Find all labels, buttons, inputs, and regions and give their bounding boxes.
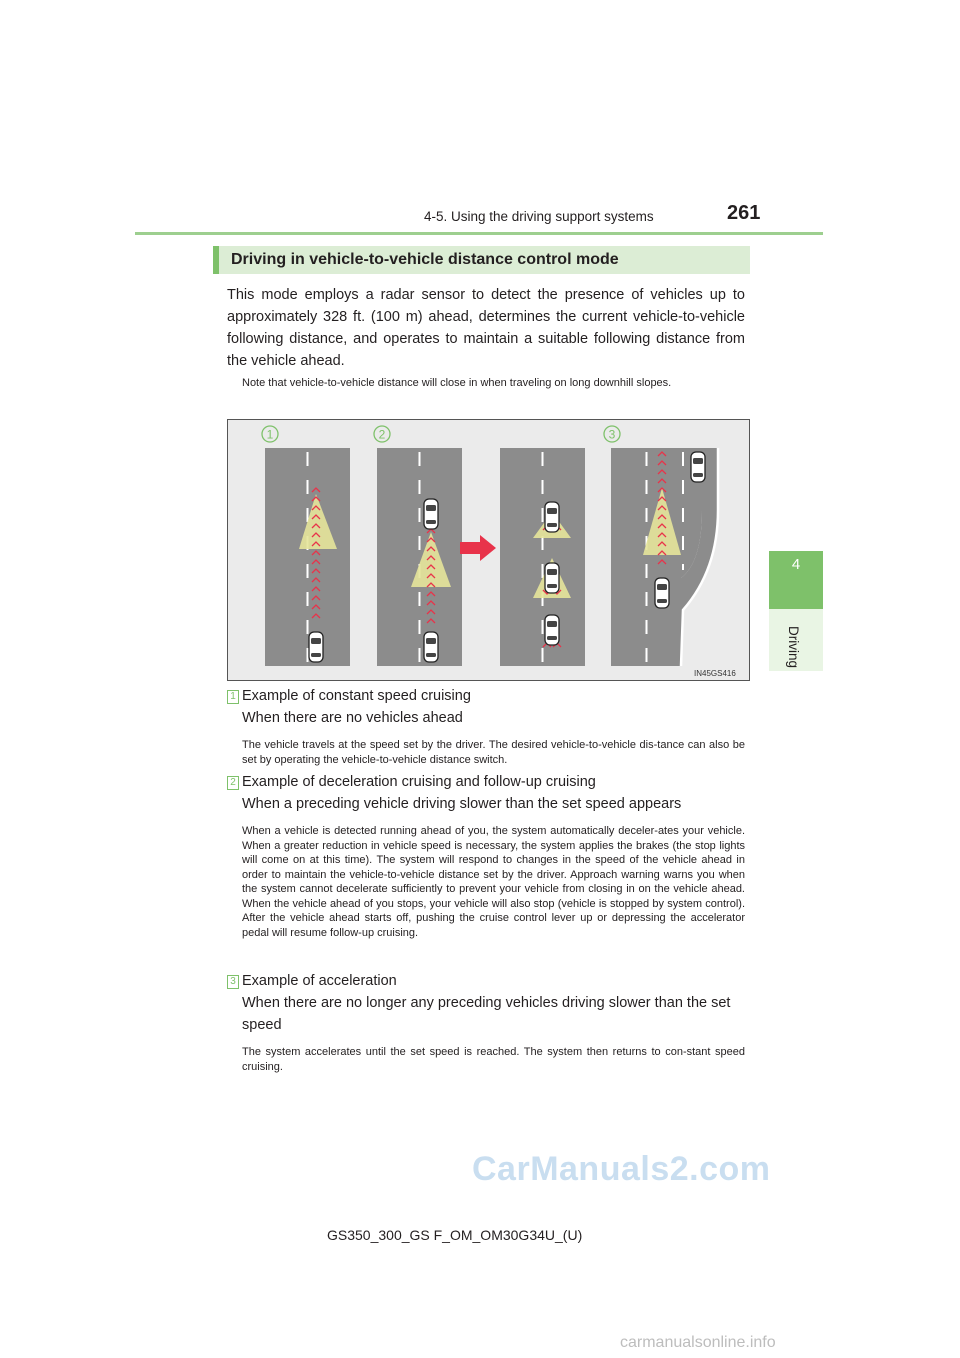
svg-text:3: 3 bbox=[608, 427, 616, 442]
item-1-subtitle: When there are no vehicles ahead bbox=[242, 710, 463, 726]
road-3 bbox=[500, 448, 585, 666]
item-3-title: Example of acceleration bbox=[242, 973, 397, 989]
page-number: 261 bbox=[727, 202, 761, 224]
svg-text:1: 1 bbox=[266, 427, 274, 442]
road-diagram-svg bbox=[228, 420, 751, 682]
chapter-tab-number: 4 bbox=[791, 556, 801, 573]
item-2-title: Example of deceleration cruising and follow-up cruising bbox=[242, 774, 596, 790]
item-2-subtitle: When a preceding vehicle driving slower than the set speed appears bbox=[242, 796, 682, 812]
header-rule bbox=[135, 232, 823, 235]
section-heading bbox=[213, 246, 750, 274]
road-1 bbox=[265, 448, 350, 666]
item-2-number: 2 bbox=[227, 776, 239, 790]
item-3-description: The system accelerates until the set speed is reached. The system then returns to con-stant speed cruising. bbox=[242, 1046, 745, 1073]
item-1-description: The vehicle travels at the speed set by the driver. The desired vehicle-to-vehicle dis-tance can also be set by operating the vehicle-to-vehicle distance switch. bbox=[242, 739, 745, 766]
watermark-logo: CarManuals2.com bbox=[472, 1150, 771, 1188]
item-3-subtitle: When there are no longer any preceding vehicles driving slower than the set speed bbox=[242, 995, 731, 1033]
running-header-section: 4-5. Using the driving support systems bbox=[424, 209, 654, 224]
footer-watermark: carmanualsonline.info bbox=[620, 1334, 776, 1351]
callout-2 bbox=[374, 426, 390, 442]
chapter-tab-label: Driving bbox=[786, 626, 801, 669]
callout-1 bbox=[262, 426, 278, 442]
document-code: GS350_300_GS F_OM_OM30G34U_(U) bbox=[327, 1227, 583, 1243]
item-1-title: Example of constant speed cruising bbox=[242, 688, 471, 704]
note-paragraph: Note that vehicle-to-vehicle distance will close in when traveling on long downhill slopes. bbox=[242, 377, 672, 389]
section-heading-text: Driving in vehicle-to-vehicle distance control mode bbox=[231, 251, 619, 268]
svg-text:2: 2 bbox=[378, 427, 386, 442]
callout-3 bbox=[604, 426, 620, 442]
transition-arrow bbox=[460, 535, 496, 561]
item-2-description: When a vehicle is detected running ahead of you, the system automatically deceler-ates your vehicle. When a greater reduction in vehicle speed is necessary, the system applies the brakes (the stop lights will come on at this time). The system will respond to changes in the speed of the vehicle ahead in order to maintain the vehicle-to-vehicle distance set by the driver. Approach warning warns you when the system cannot decelerate sufficiently to prevent your vehicle from closing in on the vehicle ahead. When the vehicle ahead of you stops, your vehicle will also stop (vehicle is stopped by system control). After the vehicle ahead starts off, pushing the cruise control lever up or depressing the accelerator pedal will resume follow-up cruising. bbox=[242, 825, 745, 939]
item-3-number: 3 bbox=[227, 975, 239, 989]
road-4 bbox=[611, 448, 718, 666]
item-1-number: 1 bbox=[227, 690, 239, 704]
road-2 bbox=[377, 448, 462, 666]
figure-code: IN45GS416 bbox=[694, 669, 736, 678]
cruise-control-illustration bbox=[227, 419, 750, 681]
intro-paragraph: This mode employs a radar sensor to detect the presence of vehicles up to approximately 328 ft. (100 m) ahead, determines the current vehicle-to-vehicle following distance, and operates to maintain a suitable following distance from the vehicle ahead. bbox=[227, 287, 745, 369]
